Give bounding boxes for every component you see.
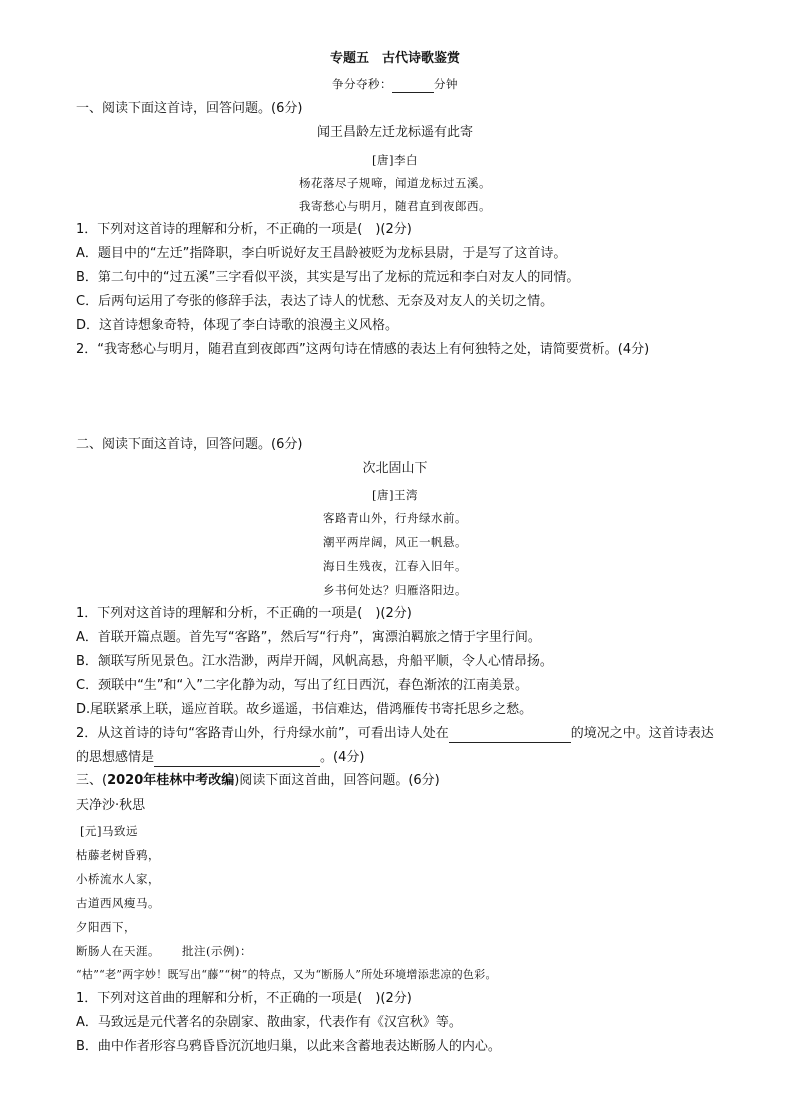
page-title: 专题五 古代诗歌鉴赏 — [329, 51, 460, 66]
time-label: 争分夺秒： — [332, 77, 392, 91]
poem2-line: 客路青山外，行舟绿水前。 — [323, 511, 467, 525]
poem3-line: 枯藤老树昏鸦， — [76, 848, 160, 862]
poem2-author: [唐]王湾 — [372, 488, 418, 502]
poem3-title: 天净沙·秋思 — [76, 798, 146, 813]
poem3-author: [元]马致远 — [80, 824, 138, 838]
s3-head-text: )阅读下面这首曲，回答问题。(6分) — [234, 773, 440, 788]
time-blank[interactable] — [392, 78, 434, 93]
s1-option-b: B．第二句中的“过五溪”三字看似平淡，其实是写出了龙标的荒远和李白对友人的同情。 — [76, 270, 580, 285]
s2-option-a: A．首联开篇点题。首先写“客路”，然后写“行舟”，寓漂泊羁旅之情于字里行间。 — [76, 630, 541, 645]
poem1-title: 闻王昌龄左迁龙标遥有此寄 — [316, 125, 473, 140]
poem3-line: 小桥流水人家， — [76, 872, 160, 886]
s2-question1: 1．下列对这首诗的理解和分析，不正确的一项是( )(2分) — [76, 606, 412, 621]
answer-blank[interactable] — [154, 752, 320, 767]
s2-option-b: B．颔联写所见景色。江水浩渺，两岸开阔，风帆高悬，舟船平顺，令人心情昂扬。 — [76, 654, 553, 669]
s2-q2-text: 的思想感情是 — [76, 750, 155, 765]
s2-question2 — [76, 725, 714, 743]
annotation-text: “枯”“老”两字妙！既写出“藤”“树”的特点，又为“断肠人”所处环境增添悲凉的色彩。 — [76, 968, 497, 981]
poem2-title: 次北固山下 — [362, 461, 428, 476]
s2-question2-cont — [76, 749, 364, 767]
s2-q2-text: 2．从这首诗的诗句“客路青山外，行舟绿水前”，可看出诗人处在 — [76, 726, 449, 741]
s1-question2: 2．“我寄愁心与明月，随君直到夜郎西”这两句诗在情感的表达上有何独特之处，请简要赏析。(4分) — [76, 342, 650, 357]
s2-q2-text: 。(4分) — [320, 750, 365, 765]
poem2-line: 海日生残夜，江春入旧年。 — [323, 559, 467, 573]
s3-option-a: A．马致远是元代著名的杂剧家、散曲家，代表作有《汉宫秋》等。 — [76, 1015, 462, 1030]
answer-blank[interactable] — [449, 728, 571, 743]
poem1-line: 杨花落尽子规啼，闻道龙标过五溪。 — [299, 176, 491, 190]
source-note: 2020年桂林中考改编 — [107, 773, 235, 788]
section1-heading: 一、阅读下面这首诗，回答问题。(6分) — [76, 101, 303, 116]
poem3-line: 夕阳西下， — [76, 920, 136, 934]
poem2-line: 潮平两岸阔，风正一帆悬。 — [323, 535, 467, 549]
s3-option-b: B．曲中作者形容乌鸦昏昏沉沉地归巢，以此来含蓄地表达断肠人的内心。 — [76, 1039, 501, 1054]
s2-option-c: C．颈联中“生”和“入”二字化静为动，写出了红日西沉，春色渐浓的江南美景。 — [76, 678, 529, 693]
s1-option-c: C．后两句运用了夸张的修辞手法，表达了诗人的忧愁、无奈及对友人的关切之情。 — [76, 294, 554, 309]
s3-head-text: 三、( — [76, 773, 108, 788]
poem1-author: [唐]李白 — [372, 153, 418, 167]
s1-option-d: D．这首诗想象奇特，体现了李白诗歌的浪漫主义风格。 — [76, 318, 399, 333]
time-limit — [0, 75, 790, 93]
time-unit: 分钟 — [434, 77, 458, 91]
s2-q2-text: 的境况之中。这首诗表达 — [570, 726, 714, 741]
poem3-line-last — [76, 942, 252, 960]
section3-heading — [76, 772, 440, 790]
poem1-line: 我寄愁心与明月，随君直到夜郎西。 — [299, 199, 491, 213]
annotation-label: 批注(示例)： — [182, 944, 252, 958]
s1-option-a: A．题目中的“左迁”指降职，李白听说好友王昌龄被贬为龙标县尉，于是写了这首诗。 — [76, 246, 567, 261]
s1-question1: 1．下列对这首诗的理解和分析，不正确的一项是( )(2分) — [76, 222, 412, 237]
s2-option-d: D.尾联紧承上联，遥应首联。故乡遥遥，书信难达，借鸿雁传书寄托思乡之愁。 — [76, 702, 533, 717]
poem3-line: 古道西风瘦马。 — [76, 896, 160, 910]
s3-question1: 1．下列对这首曲的理解和分析，不正确的一项是( )(2分) — [76, 991, 412, 1006]
poem2-line: 乡书何处达？归雁洛阳边。 — [323, 583, 467, 597]
section2-heading: 二、阅读下面这首诗，回答问题。(6分) — [76, 437, 303, 452]
poem3-line: 断肠人在天涯。 — [76, 944, 160, 958]
